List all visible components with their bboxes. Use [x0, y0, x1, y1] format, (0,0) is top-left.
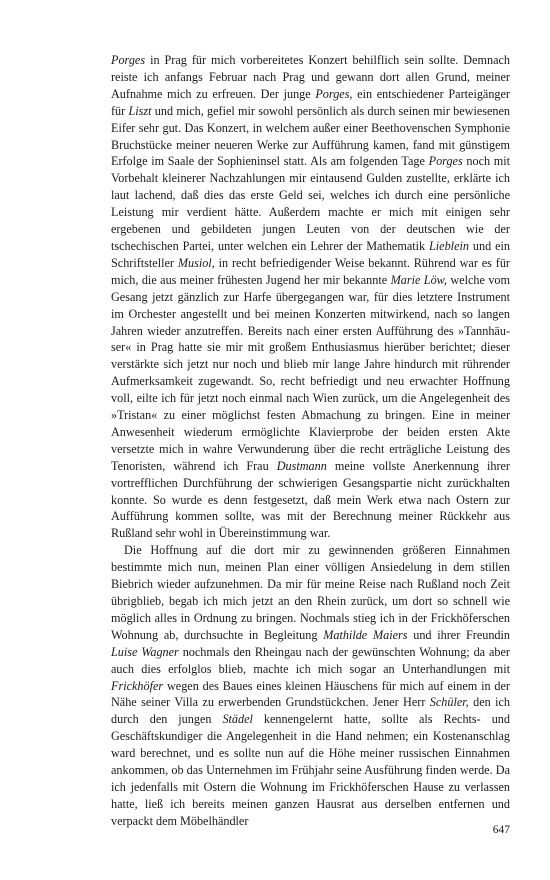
- italic-name: Dustmann: [276, 458, 327, 473]
- text-run: nochmals den Rheingau nach der gewünschten Wohnung; da aber auch dies erfolglos blieb, machte ich mich sogar an Unterhandlungen mit: [111, 644, 510, 676]
- page-number: 647: [492, 824, 510, 836]
- text-run: noch mit Vorbehalt kleinerer Nachzahlungen mir eintausend Gulden zustellte, erklärte ich laut lachend, daß dies das erste Geld sei, welches ich durch eine persönliche Leistung mir verdient hätte. Außerdem machte er mich mit einigen sehr ergebenen und gebildeten jungen Leuten von der deutschen wie der tschechischen Partei, unter welchen ein Lehrer der Mathematik: [111, 154, 510, 253]
- paragraph: [111, 52, 510, 542]
- text-run: ein entschiedener Parteigänger für: [111, 86, 510, 118]
- italic-name: Mathilde Maiers: [323, 627, 408, 642]
- text-run: in recht befriedigender Weise bekannt. Rührend war es für mich, die aus meiner frühesten Jugend her mir bekannte: [111, 255, 510, 287]
- paragraph: [111, 542, 510, 829]
- italic-name: Liszt: [128, 103, 152, 118]
- italic-name: Musiol,: [177, 255, 215, 270]
- body-text: [111, 52, 510, 830]
- italic-name: Porges: [428, 154, 463, 169]
- italic-name: Luise Wagner: [111, 644, 179, 659]
- italic-name: Porges,: [315, 86, 353, 101]
- text-run: Die Hoffnung auf die dort mir zu gewinnenden größeren Einnahmen bestimmte mich nun, meinen Plan einer völligen Ansiedelung in dem stillen Biebrich wieder aufzunehmen. Da mir für meine Reise nach Rußland noch Zeit übrigblieb, begab ich mich jetzt an den Rhein zurück, um dort so schnell wie möglich alles in Ordnung zu bringen. Nochmals stieg ich in der Frickhöferschen Wohnung ab, durchsuchte in Begleitung: [111, 543, 510, 642]
- text-run: den ich durch den jungen: [111, 695, 510, 727]
- text-run: meine vollste Anerkennung ihrer vortrefflichen Durchführung der schwierigen Gesangspartie nicht zurückhalten konnte. So wurde es denn festgesetzt, daß mein Werk etwa nach Ostern zur Aufführung kommen sollte, was mit der Berechnung meiner Rückkehr aus Rußland sehr wohl in Übereinstimmung war.: [111, 458, 510, 541]
- italic-name: Marie Löw,: [390, 272, 447, 287]
- text-run: kennengelernt hatte, sollte als Rechts- und Geschäftskundiger die Angelegenheit in die Hand nehmen; ein Kostenanschlag ward berechnet, und es sollte nun auf die Höhe meiner russischen Einnahmen ankommen, ob das Unternehmen im Frühjahr seine Ausführung finden werde. Da ich jedenfalls mit Ostern die Wohnung im Frickhöferschen Hause zu verlassen hatte, ließ ich bereits meinen ganzen Hausrat aus derselben entfernen und verpackt dem Möbelhändler: [111, 712, 510, 828]
- italic-name: Frickhöfer: [111, 678, 164, 693]
- italic-name: Porges: [111, 53, 146, 67]
- text-run: und ihrer Freundin: [407, 627, 511, 642]
- italic-name: Lieblein: [429, 238, 469, 253]
- text-run: und mich, gefiel mir sowohl persönlich als durch seinen mir bewiesenen Eifer sehr gut. Das Konzert, in welchem außer einer Beethovenschen Symphonie Bruchstücke meiner neueren Werke zur Aufführung kamen, fand mit günstigem Erfolge im Saale der Sophieninsel statt. Als am folgenden Tage: [111, 103, 510, 169]
- italic-name: Städel: [222, 712, 253, 727]
- text-run: welche vom Gesang jetzt gänzlich zur Harfe übergegangen war, für dies letztere Instrument im Orchester angestellt und bei meinen Konzerten mitwirkend, nach so langen Jahren wieder anzutreffen. Bereits nach einer ersten Aufführung des »Tannhäuser« in Prag hatte sie mir mit großem Enthusiasmus hierüber berichtet; dieser verstärkte sich jetzt nur noch und blieb mir lange Jahre hindurch mit rührender Aufmerksamkeit zugewandt. So, recht befriedigt und neu erwachter Hoffnung voll, eilte ich für jetzt noch einmal nach Wien zurück, um die Angelegenheit des »Tristan« zu einer möglichst festen Abmachung zu bringen. Eine in meiner Anwesenheit wiederum ermöglichte Klavierprobe der beiden ersten Akte versetzte mich in wahre Verwunderung über die recht erträgliche Leistung des Tenoristen, während ich Frau: [111, 272, 510, 473]
- text-run: und ein Schriftsteller: [111, 238, 510, 270]
- italic-name: Schüler,: [429, 695, 469, 710]
- text-run: wegen des Baues eines kleinen Häuschens für mich auf einem in der Nähe seiner Villa zu erwerbenden Grundstückchen. Jener Herr: [111, 678, 510, 710]
- text-run: in Prag für mich vorbereitetes Konzert behilflich sein sollte. Demnach reiste ich anfangs Februar nach Prag und gewann dort allen Grund, meiner Aufnahme mich zu erfreuen. Der junge: [111, 53, 510, 101]
